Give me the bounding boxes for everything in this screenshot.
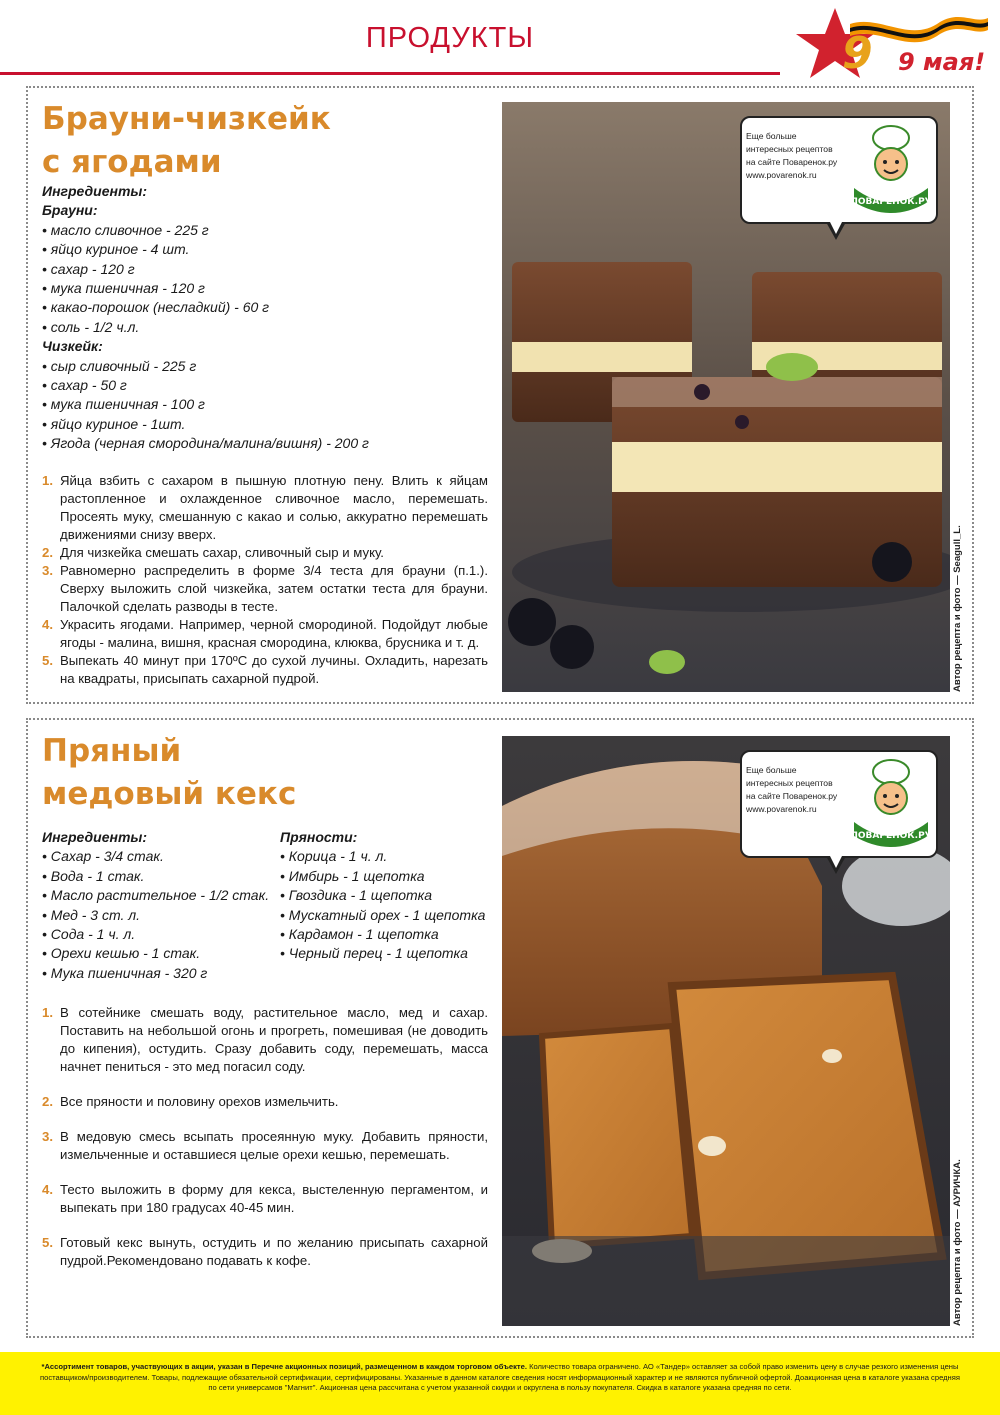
title-line-1: Брауни-чизкейк [42, 101, 331, 137]
list-item: • яйцо куриное - 4 шт. [42, 240, 482, 259]
step-text: Равномерно распределить в форме 3/4 теста для брауни (п.1.). Сверху выложить слой чизкейка, затем остатки теста для брауни. Палочкой сделать разводы в тесте. [60, 563, 488, 614]
povarenok-logo [848, 758, 934, 850]
list-item: • яйцо куриное - 1шт. [42, 415, 482, 434]
footer-bold-text: *Ассортимент товаров, участвующих в акции, указан в Перечне акционных позиций, размещенном в каждом торговом объекте. [41, 1362, 527, 1371]
list-item: • мука пшеничная - 120 г [42, 279, 482, 298]
logo-text: ПОВАРЁНОК.РУ [850, 197, 932, 207]
bubble-line: www.povarenok.ru [746, 804, 817, 814]
step-number: 2. [42, 1094, 53, 1109]
bubble-text [746, 130, 846, 182]
list-item: • Масло растительное - 1/2 стак. [42, 886, 278, 905]
step-text: Украсить ягодами. Например, черной смородиной. Подойдут любые ягоды - малина, вишня, красная смородина, клюква, брусника и т. д. [60, 617, 488, 650]
honey-cake-photo [502, 736, 950, 1326]
ingredients-heading: Ингредиенты: [42, 829, 148, 845]
step-item [42, 652, 488, 688]
step-item [42, 1093, 488, 1111]
list-item: • Сахар - 3/4 стак. [42, 847, 278, 866]
step-number: 1. [42, 1005, 53, 1020]
step-item [42, 1004, 488, 1076]
list-item: • сахар - 50 г [42, 376, 482, 395]
step-number: 4. [42, 617, 53, 632]
step-item [42, 1181, 488, 1217]
step-text: Яйца взбить с сахаром в пышную плотную пену. Влить к яйцам растопленное и охлажденное сливочное масло, перемешать. Просеять муку, смешанную с какао и солью, аккуратно перемешать движениями снизу вверх. [60, 473, 488, 542]
step-text: Готовый кекс вынуть, остудить и по желанию присыпать сахарной пудрой.Рекомендовано подавать к кофе. [60, 1235, 488, 1268]
recipe-steps [42, 1004, 488, 1270]
povarenok-bubble [740, 116, 938, 224]
list-item: • соль - 1/2 ч.л. [42, 318, 482, 337]
footer-text: Количество товара ограничено. АО «Тандер» оставляет за собой право изменить цену в случае резкого изменения цены поставщиком/производителем. Товары, подлежащие обязательной сертификации, сертифицированы. Указанные в данном каталоге сведения носят информационный характер и не являются публичной офертой. Доакционная цена в каталоге указана средняя по сети универсамов "Магнит". Акционная цена рассчитана с учетом указанной скидки и округлена в пользу покупателя. Скидка в каталоге указана средняя по сети. [40, 1362, 960, 1393]
step-item [42, 544, 488, 562]
list-item: • Мука пшеничная - 320 г [42, 964, 278, 983]
brownie-heading: Брауни: [42, 202, 98, 219]
step-item [42, 1234, 488, 1270]
recipe-title [42, 730, 296, 816]
bubble-line: интересных рецептов [746, 144, 833, 154]
list-item: • какао-порошок (несладкий) - 60 г [42, 298, 482, 317]
step-number: 5. [42, 653, 53, 668]
bubble-line: на сайте Поваренок.ру [746, 791, 838, 801]
legal-footer [0, 1352, 1000, 1415]
step-text: Выпекать 40 минут при 170ºС до сухой лучины. Охладить, нарезать на квадраты, присыпать сахарной пудрой. [60, 653, 488, 686]
step-text: Для чизкейка смешать сахар, сливочный сыр и муку. [60, 545, 384, 560]
step-item [42, 472, 488, 544]
povarenok-logo [848, 124, 934, 216]
step-number: 4. [42, 1182, 53, 1197]
photo-credit: Автор рецепта и фото — АУРИЧКА. [952, 1159, 963, 1326]
list-item: • Ягода (черная смородина/малина/вишня) - 200 г [42, 434, 482, 453]
bubble-line: интересных рецептов [746, 778, 833, 788]
step-number: 3. [42, 1129, 53, 1144]
step-number: 3. [42, 563, 53, 578]
header-divider [0, 72, 780, 75]
list-item: • масло сливочное - 225 г [42, 221, 482, 240]
bubble-line: www.povarenok.ru [746, 170, 817, 180]
spices-list [280, 828, 492, 964]
list-item: • Корица - 1 ч. л. [280, 847, 492, 866]
step-text: В медовую смесь всыпать просеянную муку. Добавить пряности, измельченные и оставшиеся целые орехи кешью, перемешать. [60, 1129, 488, 1162]
bubble-line: Еще больше [746, 131, 797, 141]
badge-text: 9 мая! [898, 48, 986, 76]
victory-day-badge [790, 4, 990, 88]
bubble-tail [826, 222, 846, 240]
bubble-line: Еще больше [746, 765, 797, 775]
list-item: • Мускатный орех - 1 щепотка [280, 906, 492, 925]
step-item [42, 1128, 488, 1164]
list-item: • Кардамон - 1 щепотка [280, 925, 492, 944]
step-number: 2. [42, 545, 53, 560]
page-header [0, 0, 1000, 80]
list-item: • сыр сливочный - 225 г [42, 357, 482, 376]
photo-credit: Автор рецепта и фото — Seagull_L. [952, 525, 963, 692]
title-line-1: Пряный [42, 733, 182, 769]
recipe-card-brownie [26, 86, 974, 704]
ingredients-heading: Ингредиенты: [42, 183, 148, 199]
povarenok-bubble [740, 750, 938, 858]
title-line-2: с ягодами [42, 144, 222, 180]
svg-text:9: 9 [842, 28, 873, 79]
list-item: • Гвоздика - 1 щепотка [280, 886, 492, 905]
step-text: В сотейнике смешать воду, растительное масло, мед и сахар. Поставить на небольшой огонь и прогреть, помешивая (не доводить до кипения), остудить. Сразу добавить соду, перемешать, масса начнет пениться - это мед погасил соду. [60, 1005, 488, 1074]
step-item [42, 562, 488, 616]
recipe-steps [42, 472, 488, 688]
list-item: • Вода - 1 стак. [42, 867, 278, 886]
bubble-tail [826, 856, 846, 874]
list-item: • Имбирь - 1 щепотка [280, 867, 492, 886]
ingredients-list [42, 828, 278, 983]
list-item: • Сода - 1 ч. л. [42, 925, 278, 944]
list-item: • сахар - 120 г [42, 260, 482, 279]
list-item: • Мед - 3 ст. л. [42, 906, 278, 925]
brownie-photo [502, 102, 950, 692]
list-item: • Черный перец - 1 щепотка [280, 944, 492, 963]
spices-heading: Пряности: [280, 829, 358, 845]
list-item: • Орехи кешью - 1 стак. [42, 944, 278, 963]
step-number: 1. [42, 473, 53, 488]
step-number: 5. [42, 1235, 53, 1250]
list-item: • мука пшеничная - 100 г [42, 395, 482, 414]
bubble-line: на сайте Поваренок.ру [746, 157, 838, 167]
step-item [42, 616, 488, 652]
recipe-card-honey-cake [26, 718, 974, 1338]
title-line-2: медовый кекс [42, 776, 297, 812]
cheesecake-heading: Чизкейк: [42, 338, 103, 355]
step-text: Тесто выложить в форму для кекса, выстеленную пергаментом, и выпекать при 180 градусах 40-45 мин. [60, 1182, 488, 1215]
ingredients-list [42, 182, 482, 454]
bubble-text [746, 764, 846, 816]
step-text: Все пряности и половину орехов измельчить. [60, 1094, 339, 1109]
recipe-title [42, 98, 331, 184]
logo-text: ПОВАРЁНОК.РУ [850, 831, 932, 841]
page-title: ПРОДУКТЫ [365, 22, 535, 54]
